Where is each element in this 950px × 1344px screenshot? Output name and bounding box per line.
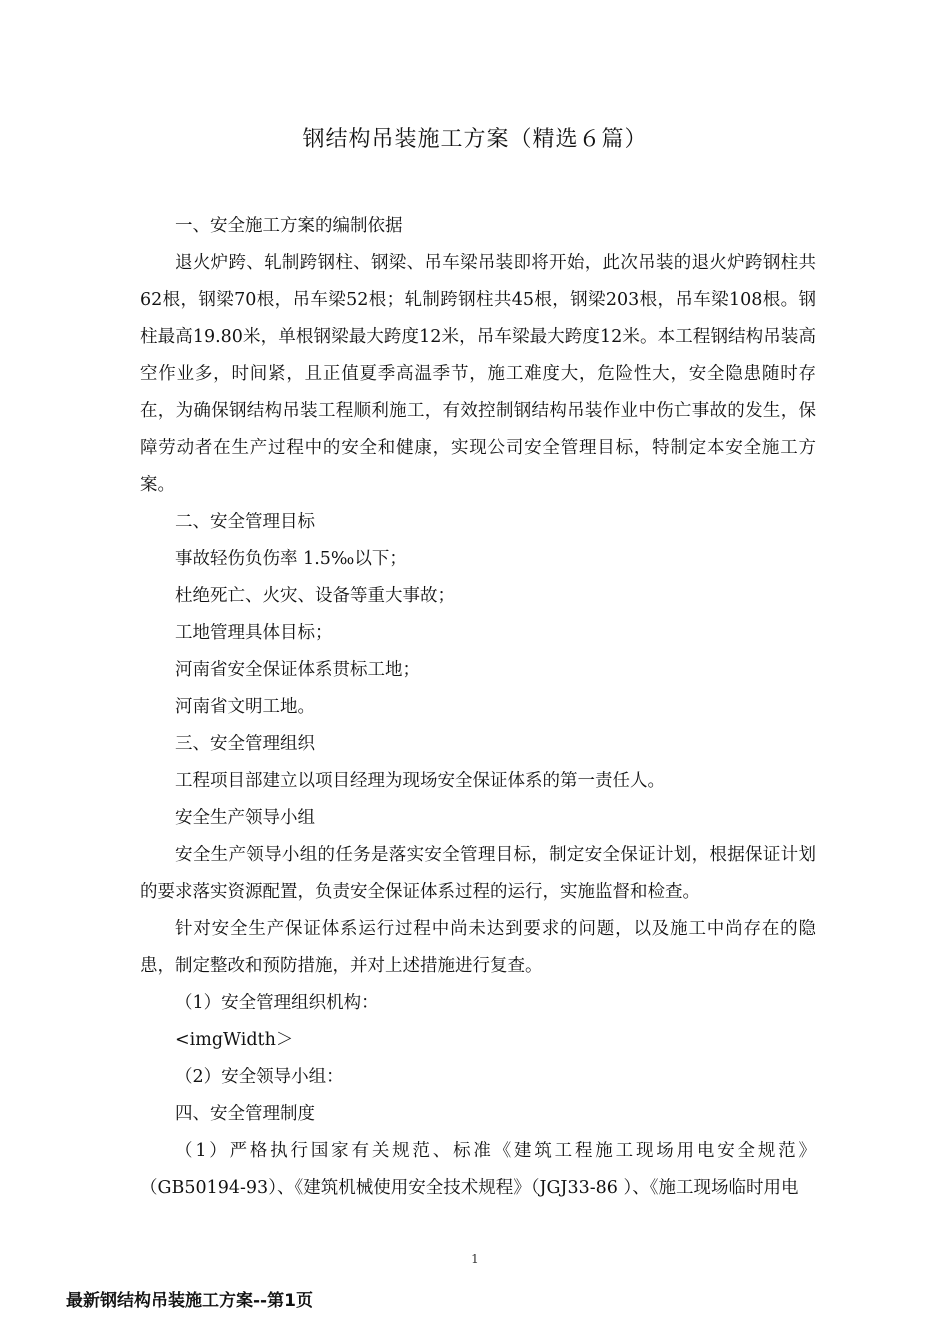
paragraph-goal-civilized-site: 河南省文明工地。 <box>175 697 315 717</box>
paragraph-leading-group-tasks: 安全生产领导小组的任务是落实安全管理目标，制定安全保证计划，根据保证计划的要求落实资源配置，负责安全保证体系过程的运行，实施监督和检查。 <box>140 845 816 902</box>
paragraph-org-structure: （1）安全管理组织机构： <box>175 993 379 1013</box>
heading-section-4: 四、安全管理制度 <box>175 1104 315 1124</box>
paragraph-leading-group: 安全生产领导小组 <box>175 808 315 828</box>
paragraph-corrective-measures: 针对安全生产保证体系运行过程中尚未达到要求的问题，以及施工中尚存在的隐患，制定整改和预防措施，并对上述措施进行复查。 <box>140 919 816 976</box>
paragraph-leading-group-list: （2）安全领导小组： <box>175 1067 344 1087</box>
paragraph-goal-no-major-accidents: 杜绝死亡、火灾、设备等重大事故； <box>175 586 455 606</box>
document-body <box>140 208 816 1207</box>
paragraph-project-overview: 退火炉跨、轧制跨钢柱、钢梁、吊车梁吊装即将开始，此次吊装的退火炉跨钢柱共62根，钢梁70根，吊车梁52根；轧制跨钢柱共45根，钢梁203根，吊车梁108根。钢柱最高19.80米，单根钢梁最大跨度12米，吊车梁最大跨度12米。本工程钢结构吊装高空作业多，时间紧，且正值夏季高温季节，施工难度大，危险性大，安全隐患随时存在，为确保钢结构吊装工程顺利施工，有效控制钢结构吊装作业中伤亡事故的发生，保障劳动者在生产过程中的安全和健康，实现公司安全管理目标，特制定本安全施工方案。 <box>140 253 816 495</box>
paragraph-responsible-person: 工程项目部建立以项目经理为现场安全保证体系的第一责任人。 <box>175 771 665 791</box>
paragraph-site-goals: 工地管理具体目标； <box>175 623 333 643</box>
paragraph-regulations: （1）严格执行国家有关规范、标准《建筑工程施工现场用电安全规范》（GB50194-93）、《建筑机械使用安全技术规程》（JGJ33-86 ）、《施工现场临时用电 <box>140 1141 816 1198</box>
page-footer: 最新钢结构吊装施工方案--第1页 <box>66 1291 313 1311</box>
page-number: 1 <box>471 1252 479 1266</box>
heading-section-1: 一、安全施工方案的编制依据 <box>175 216 403 236</box>
document-title: 钢结构吊装施工方案（精选６篇） <box>302 127 648 152</box>
heading-section-3: 三、安全管理组织 <box>175 734 315 754</box>
paragraph-goal-safety-system: 河南省安全保证体系贯标工地； <box>175 660 420 680</box>
paragraph-goal-injury-rate: 事故轻伤负伤率 1.5‰以下； <box>175 549 407 569</box>
paragraph-image-placeholder: <imgWidth＞ <box>175 1030 294 1050</box>
heading-section-2: 二、安全管理目标 <box>175 512 315 532</box>
